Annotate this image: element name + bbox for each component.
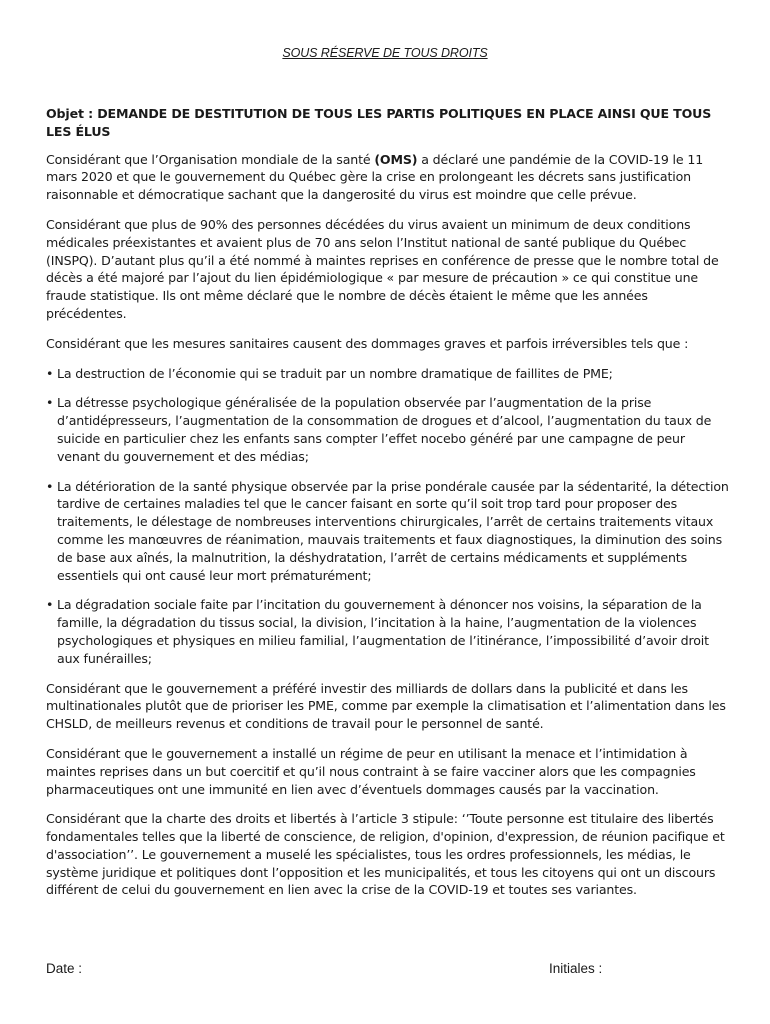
letter-body — [46, 105, 730, 911]
paragraph-measures-intro: Considérant que les mesures sanitaires causent des dommages graves et parfois irréversibles tels que : — [46, 335, 689, 351]
initials-label: Initiales : — [549, 961, 603, 976]
date-label: Date : — [46, 961, 83, 976]
list-item-text: La détresse psychologique généralisée de la population observée par l’augmentation de la prise d’antidépresseurs, l’augmentation de la consommation de drogues et d’alcool, l’augmentation du taux de suicide en particulier chez les enfants sans compter l’effet nocebo généré par une campagne de peur venant du gouvernement et des médias; — [57, 395, 712, 464]
paragraph-investment: Considérant que le gouvernement a préféré investir des milliards de dollars dans la publicité et dans les multinationales plutôt que de prioriser les PME, comme par exemple la climatisation et l’alimentation dans les CHSLD, de meilleurs revenus et conditions de travail pour le personnel de santé. — [46, 680, 726, 732]
subject-line: Objet : DEMANDE DE DESTITUTION DE TOUS LES PARTIS POLITIQUES EN PLACE AINSI QUE TOUS LES ÉLUS — [46, 106, 712, 139]
paragraph-oms-before: Considérant que l’Organisation mondiale de la santé — [46, 151, 375, 167]
bullet-marker: • — [46, 365, 54, 381]
list-item-text: La dégradation sociale faite par l’incitation du gouvernement à dénoncer nos voisins, la séparation de la famille, la dégradation du tissus social, la division, l’incitation à la haine, l’augmentation de la violences psychologiques et physiques en milieu familial, l’augmentation de l’itinérance, l’impossibilité d’avoir droit aux funérailles; — [57, 597, 709, 666]
paragraph-oms-acronym: (OMS) — [374, 151, 418, 167]
bullet-marker: • — [46, 478, 54, 494]
list-item-text: La destruction de l’économie qui se traduit par un nombre dramatique de faillites de PME; — [57, 365, 613, 381]
bullet-marker: • — [46, 597, 54, 613]
list-item — [46, 365, 730, 383]
paragraph-oms-after: a déclaré une pandémie de la COVID-19 le 11 mars 2020 et que le gouvernement du Québec gère la crise en prolongeant les décrets sans justification raisonnable et démocratique sachant que la dangerosité du virus est moindre que celle prévue. — [46, 151, 704, 203]
paragraph-deaths: Considérant que plus de 90% des personnes décédées du virus avaient un minimum de deux conditions médicales préexistantes et avaient plus de 70 ans selon l’Institut national de santé publique du Québec (INSPQ). D’autant plus qu’il a été nommé à maintes reprises en conférence de presse que le nombre total de décès a été majoré par l’ajout du lien épidémiologique « par mesure de précaution » ce qui constitue une fraude statistique. Ils ont même déclaré que le nombre de décès étaient le même que les années précédentes. — [46, 216, 719, 321]
paragraph-fear-regime: Considérant que le gouvernement a installé un régime de peur en utilisant la menace et l’intimidation à maintes reprises dans un but coercitif et qu’il nous contraint à se faire vacciner alors que les compagnies pharmaceutiques ont une immunité en lien avec d’éventuels dommages causés par la vaccination. — [46, 745, 696, 797]
list-item — [46, 394, 730, 465]
list-item — [46, 596, 730, 667]
list-item — [46, 478, 730, 585]
paragraph-charter: Considérant que la charte des droits et libertés à l’article 3 stipule: ‘’Toute personne est titulaire des libertés fondamentales telles que la liberté de conscience, de religion, d'opinion, d'expression, de réunion pacifique et d'association’’. Le gouvernement a muselé les spécialistes, tous les ordres professionnels, les médias, le système juridique et politiques dont l’opposition et les municipalités, et tous les citoyens qui ont un discours différent de celui du gouvernement en lien avec la crise de la COVID-19 et toutes ses variantes. — [46, 811, 725, 898]
paragraph-oms — [46, 151, 730, 204]
list-item-text: La détérioration de la santé physique observée par la prise pondérale causée par la sédentarité, la détection tardive de certaines maladies tel que le cancer faisant en sorte qu’il soit trop tard pour proposer des traitements, le délestage de nombreuses interventions chirurgicales, l’arrêt de certains traitements vitaux comme les manœuvres de réanimation, mauvais traitements et faux diagnostiques, la diminution des soins de base aux aînés, la malnutrition, la déshydratation, l’arrêt de certains médicaments et suppléments essentiels qui ont causé leur mort prématurément; — [57, 478, 729, 583]
reservation-header: SOUS RÉSERVE DE TOUS DROITS — [282, 46, 488, 60]
bullet-marker: • — [46, 395, 54, 411]
